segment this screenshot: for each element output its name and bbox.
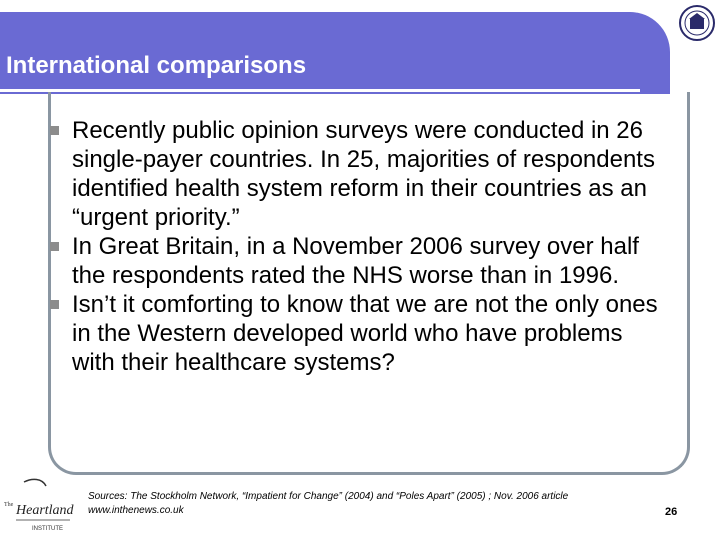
bullet-item <box>44 116 664 232</box>
sources-line-2: www.inthenews.co.uk <box>88 505 184 516</box>
sources-footnote <box>88 490 688 518</box>
logo-name: Heartland <box>16 503 74 518</box>
heartland-logo-icon <box>2 476 76 536</box>
slide-title: International comparisons <box>6 52 307 79</box>
bullet-item <box>44 290 664 377</box>
bullet-text: Isn’t it comforting to know that we are not the only ones in the Western developed world who have problems with their healthcare systems? <box>72 291 658 376</box>
bullet-item <box>44 232 664 290</box>
logo-the: The <box>4 502 14 508</box>
bullet-list <box>44 116 664 377</box>
bullet-text: Recently public opinion surveys were conducted in 26 single-payer countries. In 25, majorities of respondents identified health system reform in their countries as an “urgent priority.” <box>72 117 655 231</box>
sources-line-1: Sources: The Stockholm Network, “Impatient for Change” (2004) and “Poles Apart” (2005) ; Nov. 2006 article <box>88 491 569 502</box>
seal-icon <box>678 4 716 42</box>
page-number: 26 <box>665 506 678 518</box>
bullet-text: In Great Britain, in a November 2006 survey over half the respondents rated the NHS worse than in 1996. <box>72 233 639 289</box>
bullet-square-icon <box>50 126 59 135</box>
logo-institute: INSTITUTE <box>32 526 63 532</box>
bullet-square-icon <box>50 242 59 251</box>
bullet-square-icon <box>50 300 59 309</box>
